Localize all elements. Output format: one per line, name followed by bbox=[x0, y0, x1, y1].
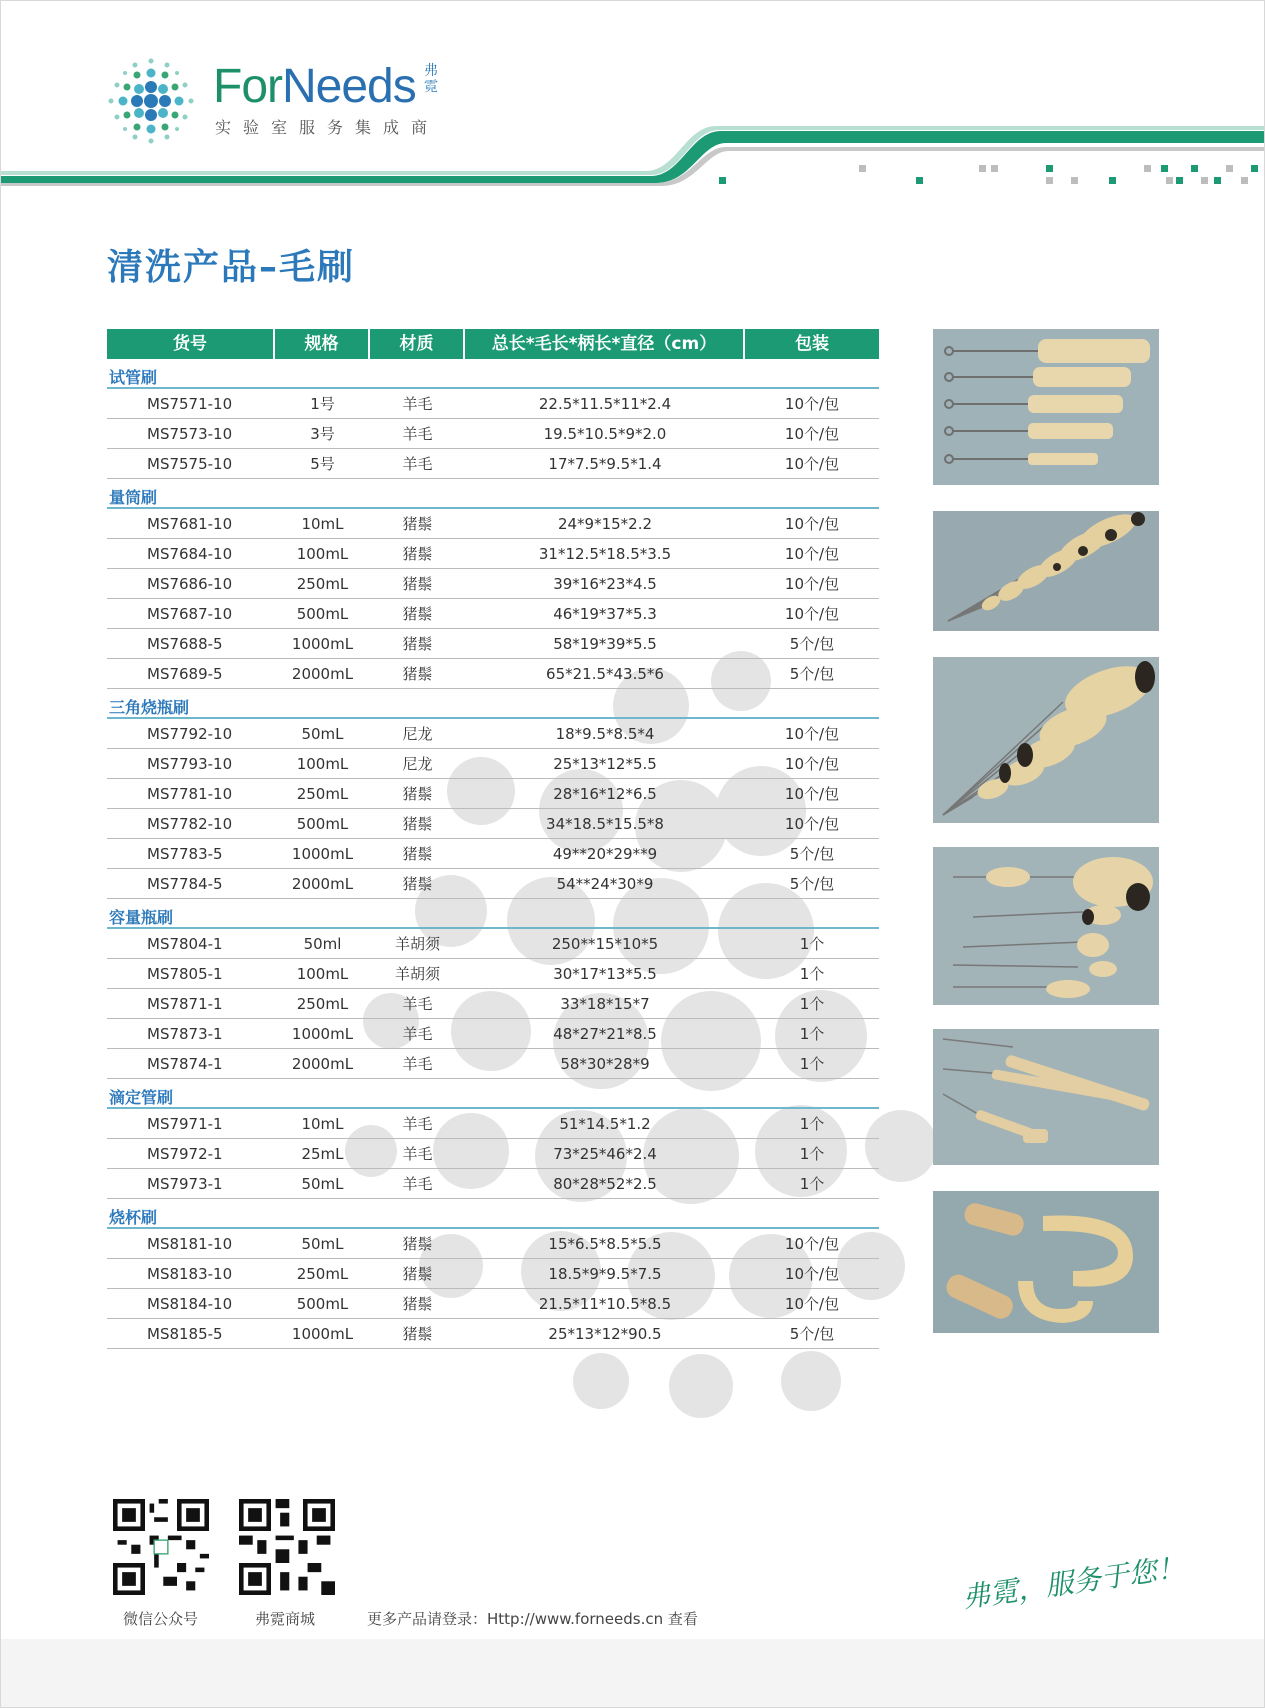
cell-dimensions: 25*13*12*5.5 bbox=[553, 754, 657, 773]
cell-packaging: 10个/包 bbox=[784, 515, 840, 533]
cell-packaging: 10个/包 bbox=[784, 755, 840, 773]
cell-material: 猪鬃 bbox=[402, 575, 433, 593]
cell-packaging: 1个 bbox=[799, 935, 825, 953]
table-row bbox=[107, 599, 879, 629]
cell-dimensions: 51*14.5*1.2 bbox=[559, 1114, 651, 1133]
cell-material: 尼龙 bbox=[402, 725, 433, 743]
table-row bbox=[107, 449, 879, 479]
cell-material: 羊毛 bbox=[402, 1115, 433, 1133]
cell-spec: 250mL bbox=[296, 1264, 349, 1283]
cell-spec: 50mL bbox=[301, 1174, 344, 1193]
cell-sku: MS7689-5 bbox=[147, 664, 223, 683]
table-row bbox=[107, 1319, 879, 1349]
cell-material: 羊毛 bbox=[402, 995, 433, 1013]
cell-material: 猪鬃 bbox=[402, 875, 433, 893]
mall-qr-code-icon bbox=[239, 1499, 335, 1595]
category-row bbox=[107, 1079, 879, 1109]
cell-packaging: 5个/包 bbox=[789, 845, 835, 863]
cell-spec: 25mL bbox=[301, 1144, 344, 1163]
cell-dimensions: 65*21.5*43.5*6 bbox=[546, 664, 664, 683]
brand-name bbox=[213, 59, 416, 114]
cell-dimensions: 80*28*52*2.5 bbox=[553, 1174, 657, 1193]
cell-dimensions: 18*9.5*8.5*4 bbox=[555, 724, 655, 743]
cell-spec: 50mL bbox=[301, 724, 344, 743]
cell-spec: 2000mL bbox=[291, 1054, 354, 1073]
category-row bbox=[107, 1199, 879, 1229]
slogan: 弗霓，服务于您！ bbox=[960, 1550, 1187, 1615]
category-label: 三角烧瓶刷 bbox=[109, 698, 190, 717]
cell-packaging: 10个/包 bbox=[784, 725, 840, 743]
cell-sku: MS7804-1 bbox=[147, 934, 223, 953]
cell-packaging: 10个/包 bbox=[784, 815, 840, 833]
cell-packaging: 5个/包 bbox=[789, 665, 835, 683]
photo-cylinder-brush bbox=[933, 511, 1159, 631]
cell-material: 猪鬃 bbox=[402, 605, 433, 623]
cell-sku: MS7687-10 bbox=[147, 604, 233, 623]
table-row bbox=[107, 989, 879, 1019]
cell-spec: 2000mL bbox=[291, 874, 354, 893]
cell-dimensions: 34*18.5*15.5*8 bbox=[546, 814, 664, 833]
cell-material: 猪鬃 bbox=[402, 545, 433, 563]
header-spec: 规格 bbox=[275, 329, 370, 359]
table-row bbox=[107, 419, 879, 449]
cell-spec: 100mL bbox=[296, 964, 349, 983]
cell-sku: MS7873-1 bbox=[147, 1024, 223, 1043]
cell-sku: MS7784-5 bbox=[147, 874, 223, 893]
cell-spec: 100mL bbox=[296, 754, 349, 773]
cell-packaging: 10个/包 bbox=[784, 1295, 840, 1313]
table-body bbox=[107, 359, 879, 1349]
cell-sku: MS7688-5 bbox=[147, 634, 223, 653]
table-row bbox=[107, 539, 879, 569]
cell-material: 猪鬃 bbox=[402, 665, 433, 683]
wechat-qr-code-icon bbox=[113, 1499, 209, 1595]
cell-sku: MS8185-5 bbox=[147, 1324, 223, 1343]
cell-spec: 50ml bbox=[303, 934, 342, 953]
cell-packaging: 10个/包 bbox=[784, 785, 840, 803]
cell-spec: 3号 bbox=[310, 425, 335, 443]
cell-dimensions: 19.5*10.5*9*2.0 bbox=[543, 424, 667, 443]
cell-packaging: 10个/包 bbox=[784, 545, 840, 563]
cell-packaging: 1个 bbox=[799, 965, 825, 983]
cell-material: 猪鬃 bbox=[402, 1235, 433, 1253]
cell-spec: 50mL bbox=[301, 1234, 344, 1253]
cell-material: 猪鬃 bbox=[402, 1325, 433, 1343]
cell-material: 猪鬃 bbox=[402, 845, 433, 863]
cell-dimensions: 73*25*46*2.4 bbox=[553, 1144, 657, 1163]
photo-burette-brush bbox=[933, 1029, 1159, 1165]
cell-spec: 1000mL bbox=[291, 634, 354, 653]
cell-material: 猪鬃 bbox=[402, 785, 433, 803]
table-row bbox=[107, 569, 879, 599]
cell-packaging: 10个/包 bbox=[784, 605, 840, 623]
website-link[interactable]: 更多产品请登录：Http://www.forneeds.cn 查看 bbox=[367, 1610, 698, 1628]
cell-spec: 1号 bbox=[310, 395, 335, 413]
cell-material: 羊毛 bbox=[402, 1055, 433, 1073]
cell-sku: MS7793-10 bbox=[147, 754, 233, 773]
cell-dimensions: 22.5*11.5*11*2.4 bbox=[538, 394, 672, 413]
cell-material: 羊毛 bbox=[402, 425, 433, 443]
cell-material: 羊毛 bbox=[402, 455, 433, 473]
cell-material: 猪鬃 bbox=[402, 635, 433, 653]
cell-sku: MS7783-5 bbox=[147, 844, 223, 863]
cell-packaging: 1个 bbox=[799, 1145, 825, 1163]
table-header bbox=[107, 329, 879, 359]
cell-spec: 5号 bbox=[310, 455, 335, 473]
cell-dimensions: 21.5*11*10.5*8.5 bbox=[538, 1294, 672, 1313]
cell-spec: 500mL bbox=[296, 604, 349, 623]
cell-packaging: 10个/包 bbox=[784, 1235, 840, 1253]
cell-spec: 1000mL bbox=[291, 1324, 354, 1343]
table-row bbox=[107, 1139, 879, 1169]
cell-sku: MS7571-10 bbox=[147, 394, 233, 413]
table-row bbox=[107, 629, 879, 659]
cell-packaging: 10个/包 bbox=[784, 395, 840, 413]
cell-spec: 250mL bbox=[296, 994, 349, 1013]
cell-sku: MS7575-10 bbox=[147, 454, 233, 473]
cell-dimensions: 17*7.5*9.5*1.4 bbox=[548, 454, 662, 473]
table-row bbox=[107, 1259, 879, 1289]
cell-spec: 10mL bbox=[301, 1114, 344, 1133]
table-row bbox=[107, 1229, 879, 1259]
header-packaging: 包装 bbox=[795, 334, 829, 354]
cell-material: 猪鬃 bbox=[402, 815, 433, 833]
cell-spec: 1000mL bbox=[291, 844, 354, 863]
table-row bbox=[107, 659, 879, 689]
cell-dimensions: 15*6.5*8.5*5.5 bbox=[548, 1234, 662, 1253]
cell-sku: MS7792-10 bbox=[147, 724, 233, 743]
brand-cn: 弗霓 bbox=[424, 63, 438, 95]
category-label: 试管刷 bbox=[109, 368, 158, 387]
cell-packaging: 1个 bbox=[799, 995, 825, 1013]
table-row bbox=[107, 1289, 879, 1319]
photo-beaker-brush bbox=[933, 1191, 1159, 1333]
cell-dimensions: 46*19*37*5.3 bbox=[553, 604, 657, 623]
photo-test-tube-brush bbox=[933, 329, 1159, 485]
cell-packaging: 5个/包 bbox=[789, 635, 835, 653]
cell-dimensions: 28*16*12*6.5 bbox=[553, 784, 657, 803]
cell-sku: MS7681-10 bbox=[147, 514, 233, 533]
cell-dimensions: 31*12.5*18.5*3.5 bbox=[538, 544, 672, 563]
table-row bbox=[107, 1109, 879, 1139]
cell-packaging: 10个/包 bbox=[784, 455, 840, 473]
page-title: 清洗产品–毛刷 bbox=[107, 247, 356, 288]
cell-packaging: 5个/包 bbox=[789, 875, 835, 893]
cell-packaging: 10个/包 bbox=[784, 1265, 840, 1283]
cell-sku: MS7972-1 bbox=[147, 1144, 223, 1163]
bottom-bar bbox=[1, 1639, 1265, 1707]
cell-packaging: 10个/包 bbox=[784, 425, 840, 443]
cell-dimensions: 24*9*15*2.2 bbox=[557, 514, 653, 533]
cell-spec: 250mL bbox=[296, 784, 349, 803]
cell-sku: MS7973-1 bbox=[147, 1174, 223, 1193]
cell-material: 猪鬃 bbox=[402, 515, 433, 533]
category-label: 烧杯刷 bbox=[109, 1208, 158, 1227]
cell-sku: MS7781-10 bbox=[147, 784, 233, 803]
cell-spec: 10mL bbox=[301, 514, 344, 533]
cell-spec: 500mL bbox=[296, 1294, 349, 1313]
table-row bbox=[107, 779, 879, 809]
cell-sku: MS7686-10 bbox=[147, 574, 233, 593]
cell-material: 羊毛 bbox=[402, 1175, 433, 1193]
cell-dimensions: 48*27*21*8.5 bbox=[553, 1024, 657, 1043]
brand-part1: For bbox=[213, 60, 282, 113]
cell-dimensions: 58*19*39*5.5 bbox=[553, 634, 657, 653]
cell-sku: MS7805-1 bbox=[147, 964, 223, 983]
header-sku: 货号 bbox=[107, 329, 275, 359]
cell-sku: MS7573-10 bbox=[147, 424, 233, 443]
table-row bbox=[107, 839, 879, 869]
cell-packaging: 1个 bbox=[799, 1175, 825, 1193]
cell-sku: MS8183-10 bbox=[147, 1264, 233, 1283]
header-band bbox=[1, 121, 1265, 191]
cell-dimensions: 58*30*28*9 bbox=[560, 1054, 650, 1073]
photo-flask-brush bbox=[933, 657, 1159, 823]
cell-dimensions: 30*17*13*5.5 bbox=[553, 964, 657, 983]
brand-part2: Needs bbox=[282, 60, 416, 113]
table-row bbox=[107, 509, 879, 539]
cell-dimensions: 54**24*30*9 bbox=[556, 874, 654, 893]
table-row bbox=[107, 869, 879, 899]
cell-packaging: 10个/包 bbox=[784, 575, 840, 593]
cell-sku: MS7782-10 bbox=[147, 814, 233, 833]
header-dimensions: 总长*毛长*柄长*直径（cm） bbox=[465, 329, 745, 359]
cell-dimensions: 33*18*15*7 bbox=[560, 994, 650, 1013]
category-label: 滴定管刷 bbox=[109, 1088, 174, 1107]
cell-sku: MS8184-10 bbox=[147, 1294, 233, 1313]
cell-material: 羊毛 bbox=[402, 1025, 433, 1043]
cell-dimensions: 49**20*29**9 bbox=[552, 844, 658, 863]
cell-sku: MS7871-1 bbox=[147, 994, 223, 1013]
qr1-label: 微信公众号 bbox=[123, 1610, 199, 1628]
category-label: 量筒刷 bbox=[109, 488, 158, 507]
table-row bbox=[107, 719, 879, 749]
cell-dimensions: 39*16*23*4.5 bbox=[553, 574, 657, 593]
table-row bbox=[107, 1049, 879, 1079]
qr2-label: 弗霓商城 bbox=[255, 1610, 316, 1628]
category-row bbox=[107, 689, 879, 719]
cell-sku: MS8181-10 bbox=[147, 1234, 233, 1253]
table-row bbox=[107, 1169, 879, 1199]
cell-spec: 2000mL bbox=[291, 664, 354, 683]
cell-sku: MS7874-1 bbox=[147, 1054, 223, 1073]
table-row bbox=[107, 809, 879, 839]
cell-spec: 1000mL bbox=[291, 1024, 354, 1043]
photo-volumetric-flask-brush bbox=[933, 847, 1159, 1005]
cell-material: 羊毛 bbox=[402, 1145, 433, 1163]
cell-material: 羊毛 bbox=[402, 395, 433, 413]
cell-spec: 500mL bbox=[296, 814, 349, 833]
category-row bbox=[107, 899, 879, 929]
cell-dimensions: 25*13*12*90.5 bbox=[548, 1324, 662, 1343]
table-row bbox=[107, 1019, 879, 1049]
cell-packaging: 5个/包 bbox=[789, 1325, 835, 1343]
category-label: 容量瓶刷 bbox=[109, 908, 174, 927]
table-row bbox=[107, 929, 879, 959]
header-material: 材质 bbox=[370, 329, 465, 359]
tagline: 实验室服务集成商 bbox=[215, 118, 440, 137]
cell-sku: MS7684-10 bbox=[147, 544, 233, 563]
cell-material: 猪鬃 bbox=[402, 1265, 433, 1283]
cell-packaging: 1个 bbox=[799, 1025, 825, 1043]
cell-dimensions: 18.5*9*9.5*7.5 bbox=[548, 1264, 662, 1283]
cell-packaging: 1个 bbox=[799, 1055, 825, 1073]
table-row bbox=[107, 959, 879, 989]
cell-spec: 100mL bbox=[296, 544, 349, 563]
cell-packaging: 1个 bbox=[799, 1115, 825, 1133]
category-row bbox=[107, 479, 879, 509]
cell-material: 猪鬃 bbox=[402, 1295, 433, 1313]
category-row bbox=[107, 359, 879, 389]
table-row bbox=[107, 389, 879, 419]
cell-sku: MS7971-1 bbox=[147, 1114, 223, 1133]
cell-material: 尼龙 bbox=[402, 755, 433, 773]
cell-spec: 250mL bbox=[296, 574, 349, 593]
cell-material: 羊胡须 bbox=[394, 965, 440, 983]
table-row bbox=[107, 749, 879, 779]
cell-material: 羊胡须 bbox=[394, 935, 440, 953]
product-table bbox=[107, 329, 879, 1349]
cell-dimensions: 250**15*10*5 bbox=[551, 934, 659, 953]
